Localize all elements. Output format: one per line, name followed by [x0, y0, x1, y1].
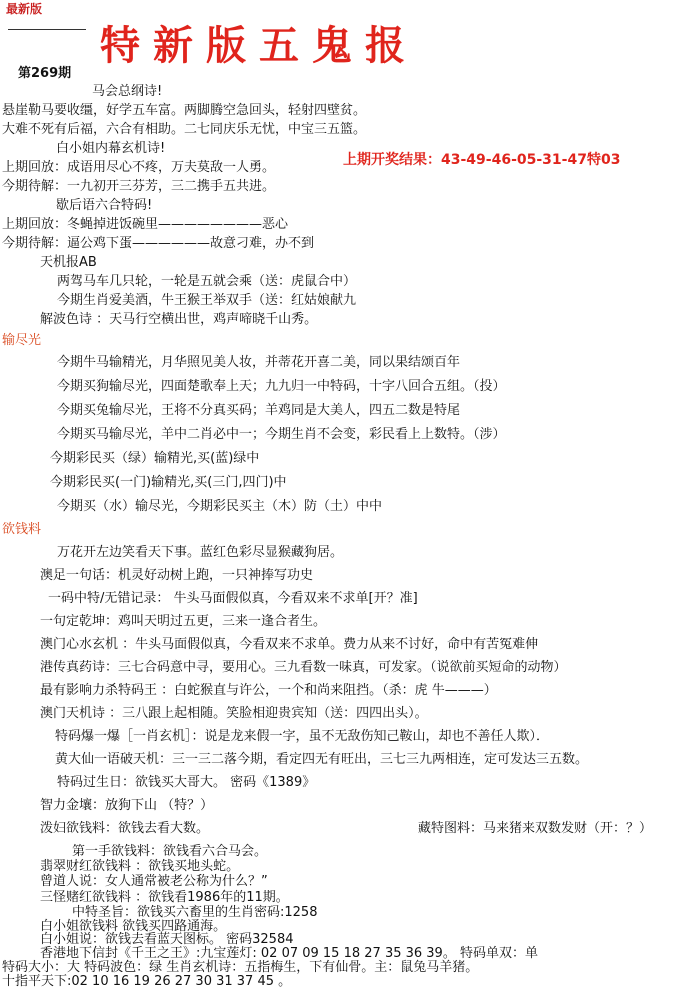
- last-draw-result: 上期开奖结果：43-49-46-05-31-47特03: [343, 152, 621, 168]
- section-heading-mahui-poem: 马会总纲诗!: [92, 84, 163, 99]
- text-line: 万花开左边笑看天下事。蓝红色彩尽显猴藏狗居。: [57, 545, 344, 560]
- text-line: 今期买马输尽光，羊中二肖必中一；今期生肖不会变，彩民看上上数特。（涉）: [57, 427, 506, 442]
- text-line: 港传真药诗：三七合码意中寻，要用心。三九看数一味真，可发家。（说欲前买短命的动物）: [40, 660, 567, 675]
- page-title: 特新版五鬼报: [100, 22, 418, 69]
- text-line: 黄大仙一语破天机：三一三二落今期，看定四无有旺出，三七三九两相连，定可发达三五数。: [55, 752, 589, 767]
- text-line: 第一手欲钱料：欲钱看六合马会。: [72, 844, 268, 859]
- text-line: 智力金壤：放狗下山 （特？）: [40, 798, 214, 813]
- text-line: 澳门心水玄机 ：牛头马面假似真，今看双来不求单。费力从来不讨好，命中有苦冤难伸: [40, 637, 539, 652]
- text-line: 两驾马车几只轮，一轮是五就会乘（送：虎鼠合中）: [57, 274, 357, 289]
- text-line: 澳足一句话：机灵好动树上跑，一只神捧写功史: [40, 568, 314, 583]
- text-line: 特码过生日：欲钱买大哥大。 密码《1389》: [57, 775, 316, 790]
- text-line: 今期待解：逼公鸡下蛋——————故意刁难，办不到: [2, 236, 315, 251]
- header-divider: [8, 29, 86, 30]
- section-heading-tianji: 天机报AB: [40, 255, 97, 270]
- text-line: 最有影响力杀特码王 ：白蛇猴直与许公，一个和尚来阻挡。（杀：虎 牛———）: [40, 683, 497, 698]
- text-line: 白小姐欲钱料 欲钱买四路通海。: [40, 919, 227, 934]
- issue-number: 第269期: [18, 66, 72, 81]
- text-line: 白小姐说：欲钱去看蓝天图标。 密码32584: [40, 932, 294, 947]
- text-line: 上期回放：冬蝇掉进饭碗里————————恶心: [2, 217, 289, 232]
- section-heading-yuqianliao: 欲钱料: [2, 522, 42, 537]
- text-line: 解波色诗 ：天马行空横出世，鸡声啼晓千山秀。: [40, 312, 318, 327]
- text-line: 今期买（水）输尽光，今期彩民买主（木）防（土）中中: [57, 499, 383, 514]
- text-line: 中特圣旨：欲钱买六畜里的生肖密码:1258: [72, 905, 318, 920]
- text-line: 泼妇欲钱料：欲钱去看大数。: [40, 821, 210, 836]
- text-line: 上期回放：成语用尽心不疼，万夫莫敌一人勇。: [2, 160, 276, 175]
- text-line: 今期买兔输尽光，王将不分真买码；羊鸡同是大美人，四五二数是特尾: [57, 403, 461, 418]
- text-line: 十指平天下:02 10 16 19 26 27 30 31 37 45 。: [2, 974, 292, 989]
- text-line: 今期彩民买（绿）输精光,买(蓝)绿中: [50, 451, 260, 466]
- text-line: 一码中特/无错记录： 牛头马面假似真，今看双来不求单[开？准]: [48, 591, 418, 606]
- text-line: 今期牛马输精光，月华照见美人妆，并蒂花开喜二美，同以果结颂百年: [57, 355, 461, 370]
- text-line: 特码大小：大 特码波色：绿 生肖玄机诗：五指梅生，下有仙骨。主：鼠兔马羊猪。: [2, 960, 479, 975]
- text-line: 香港地下信封《千王之王》:九宝莲灯: 02 07 09 15 18 27 35 36 39。 特码单双：单: [40, 946, 538, 961]
- text-line: 特码爆一爆［一肖玄机］：说是龙来假一字，虽不无敌伤知己鞍山，却也不善任人欺）．: [55, 729, 550, 744]
- poem-line: 大难不死有后福，六合有相助。二七同庆乐无忧，中宝三五篮。: [2, 122, 367, 137]
- section-heading-xiehouyu: 歇后语六合特码!: [56, 198, 153, 213]
- text-line: 翡翠财红欲钱料 ：欲钱买地头蛇。: [40, 859, 240, 874]
- text-line: 曾道人说：女人通常被老公称为什么？”: [40, 874, 268, 889]
- text-line: 三怪赌红欲钱料 ：欲钱看1986年的11期。: [40, 890, 289, 905]
- text-line: 今期待解：一九初开三芬芳，三二携手五共进。: [2, 179, 276, 194]
- section-heading-shujinguang: 输尽光: [2, 333, 42, 348]
- edition-label: 最新版: [6, 2, 43, 16]
- poem-line: 悬崖勒马要收缰，好学五车富。两脚腾空急回头，轻射四壁贫。: [2, 103, 367, 118]
- text-line: 今期生肖爱美酒，牛王猴王举双手（送：红姑娘献九: [57, 293, 357, 308]
- section-heading-baixiaojie: 白小姐内幕玄机诗!: [56, 141, 166, 156]
- text-line: 一句定乾坤：鸡叫天明过五更，三来一逢合者生。: [40, 614, 327, 629]
- text-line: 今期买狗输尽光，四面楚歌奉上天；九九归一中特码，十字八回合五组。（投）: [57, 379, 506, 394]
- text-line: 今期彩民买(一门)输精光,买(三门,四门)中: [50, 475, 287, 490]
- text-line: 澳门天机诗 ：三八跟上起相随。笑脸相迎贵宾知（送：四四出头）。: [40, 706, 428, 721]
- text-line: 藏特图料：马来猪来双数发财（开：？）: [418, 821, 653, 836]
